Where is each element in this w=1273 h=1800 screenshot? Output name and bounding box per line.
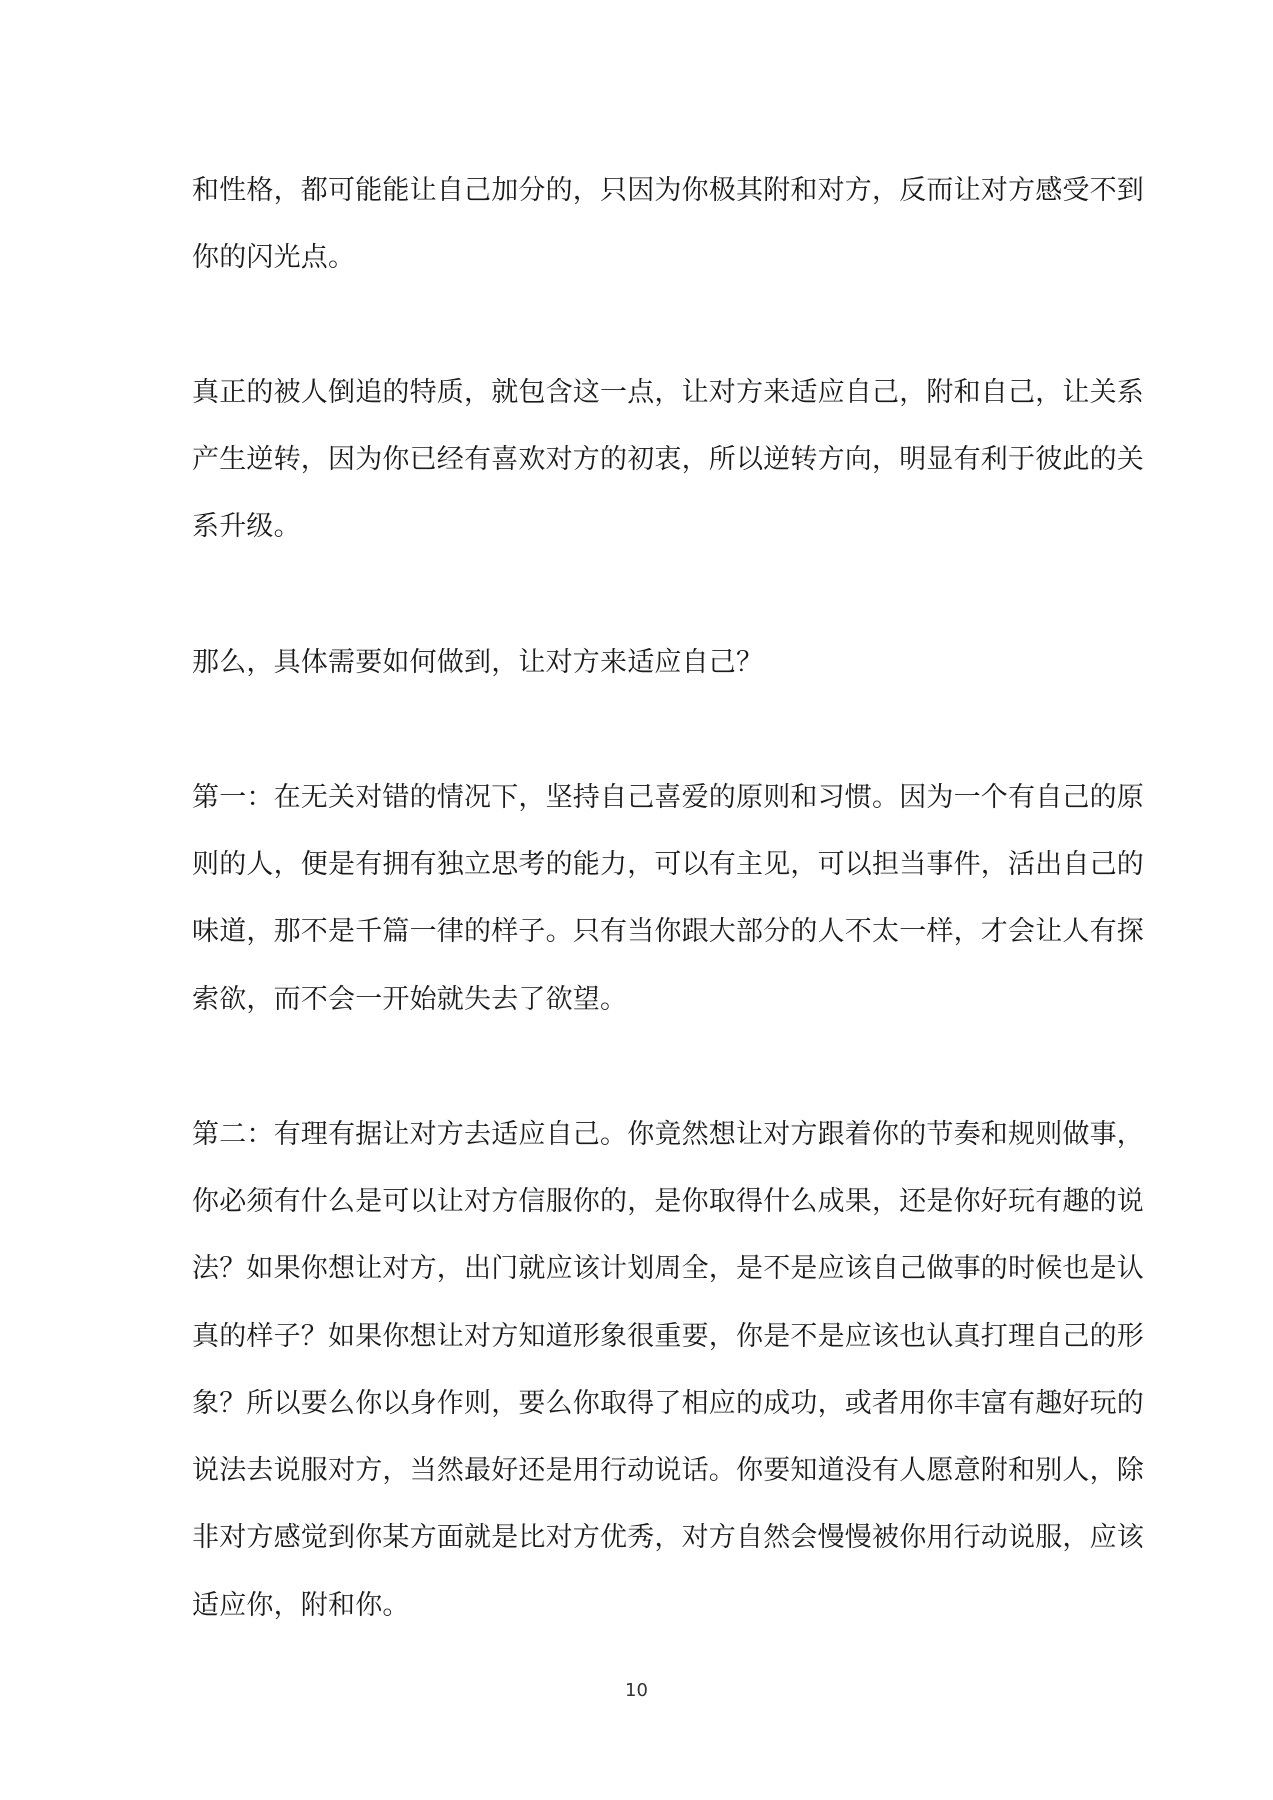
page-number: 10 (625, 1680, 648, 1701)
paragraph-4-line-4: 索欲，而不会一开始就失去了欲望。 (192, 984, 628, 1015)
paragraph-5-line-8: 适应你，附和你。 (192, 1590, 410, 1621)
paragraph-5-line-2: 你必须有什么是可以让对方信服你的，是你取得什么成果，还是你好玩有趣的说 (192, 1186, 1144, 1217)
paragraph-3-line-1: 那么，具体需要如何做到，让对方来适应自己？ (192, 647, 764, 678)
paragraph-5-line-4: 真的样子？如果你想让对方知道形象很重要，你是不是应该也认真打理自己的形 (192, 1321, 1144, 1352)
paragraph-2-line-2: 产生逆转，因为你已经有喜欢对方的初衷，所以逆转方向，明显有利于彼此的关 (192, 444, 1144, 475)
paragraph-2-line-3: 系升级。 (192, 511, 301, 542)
paragraph-2-line-1: 真正的被人倒追的特质，就包含这一点，让对方来适应自己，附和自己，让关系 (192, 377, 1144, 408)
paragraph-4-line-2: 则的人，便是有拥有独立思考的能力，可以有主见，可以担当事件，活出自己的 (192, 849, 1144, 880)
paragraph-5-line-5: 象？所以要么你以身作则，要么你取得了相应的成功，或者用你丰富有趣好玩的 (192, 1388, 1144, 1419)
paragraph-5-line-1: 第二：有理有据让对方去适应自己。你竟然想让对方跟着你的节奏和规则做事， (192, 1119, 1144, 1150)
paragraph-5-line-6: 说法去说服对方，当然最好还是用行动说话。你要知道没有人愿意附和别人，除 (192, 1455, 1144, 1486)
paragraph-1-line-2: 你的闪光点。 (192, 242, 356, 273)
paragraph-4-line-3: 味道，那不是千篇一律的样子。只有当你跟大部分的人不太一样，才会让人有探 (192, 916, 1144, 947)
paragraph-4-line-1: 第一：在无关对错的情况下，坚持自己喜爱的原则和习惯。因为一个有自己的原 (192, 782, 1144, 813)
paragraph-5-line-3: 法？如果你想让对方，出门就应该计划周全，是不是应该自己做事的时候也是认 (192, 1253, 1144, 1284)
paragraph-5-line-7: 非对方感觉到你某方面就是比对方优秀，对方自然会慢慢被你用行动说服，应该 (192, 1522, 1144, 1553)
paragraph-1-line-1: 和性格，都可能能让自己加分的，只因为你极其附和对方，反而让对方感受不到 (192, 175, 1144, 206)
